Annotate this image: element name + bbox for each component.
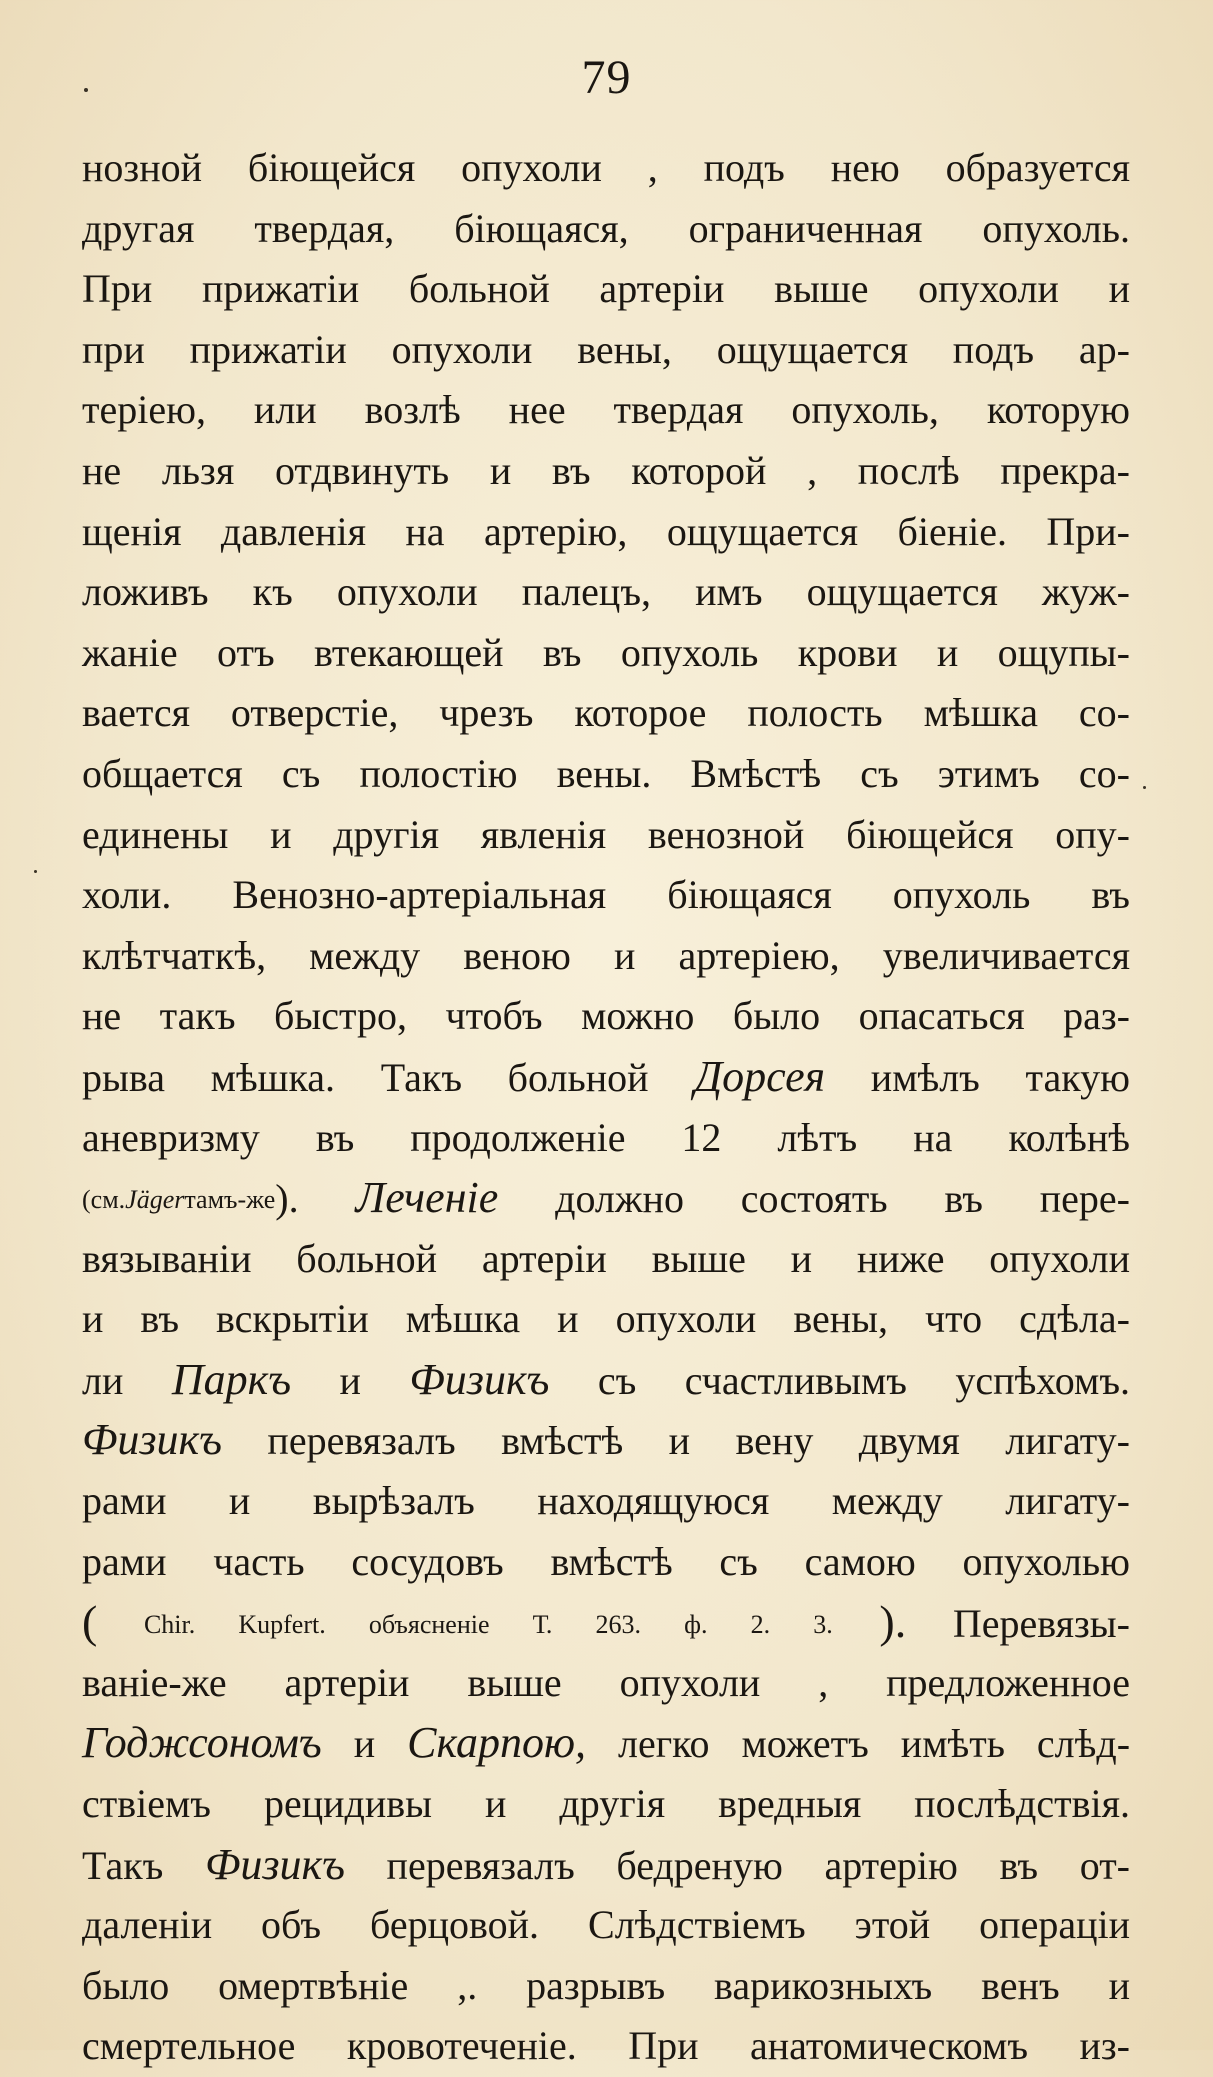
text-line: нозной біющейся опухоли , подъ нею образуется bbox=[82, 145, 1130, 190]
text-line: аневризму въ продолженіе 12 лѣтъ на колѣнѣ bbox=[82, 1114, 1130, 1160]
italic-name: Скарпою, bbox=[407, 1718, 586, 1768]
italic-name: Физикъ bbox=[409, 1354, 550, 1404]
text-line: вается отверстіе, чрезъ которое полость мѣшка со- bbox=[82, 690, 1130, 736]
text-run: и bbox=[339, 1357, 361, 1403]
text-line: холи. Венозно-артеріальная біющаяся опухоль въ bbox=[82, 872, 1130, 918]
page-number: 79 bbox=[581, 51, 632, 104]
text-line: ложивъ къ опухоли палецъ, имъ ощущается жуж- bbox=[82, 569, 1130, 615]
text-run: перевязалъ бедреную артерію въ от- bbox=[386, 1842, 1130, 1888]
text-line: рами и вырѣзалъ находящуюся между лигату- bbox=[82, 1478, 1130, 1524]
text-line: теріею, или возлѣ нее твердая опухоль, которую bbox=[82, 387, 1130, 433]
text-run: Такъ bbox=[82, 1842, 164, 1888]
text-line: было омертвѣніе ,. разрывъ варикозныхъ венъ и bbox=[82, 1962, 1130, 2008]
italic-term: Леченіе bbox=[355, 1173, 499, 1223]
citation-close: ). bbox=[275, 1176, 299, 1222]
text-line: щенія давленія на артерію, ощущается біеніе. При- bbox=[82, 508, 1130, 554]
text-line bbox=[82, 1410, 1130, 1471]
citation-ref: Chir. Kupfert. объясненіе Т. 263. ф. 2. 3. bbox=[143, 1610, 833, 1640]
citation-author: Jäger bbox=[125, 1185, 185, 1215]
ink-speck bbox=[34, 870, 37, 873]
text-run: имѣлъ такую bbox=[870, 1054, 1130, 1100]
text-line bbox=[82, 1592, 1130, 1653]
text-run: рыва мѣшка. Такъ больной bbox=[82, 1054, 649, 1100]
text-line: ствіемъ рецидивы и другія вредныя послѣдствія. bbox=[82, 1781, 1130, 1827]
text-line: вязываніи больной артеріи выше и ниже опухоли bbox=[82, 1235, 1130, 1281]
text-line: клѣтчаткѣ, между веною и артеріею, увеличивается bbox=[82, 932, 1130, 978]
text-line: жаніе отъ втекающей въ опухоль крови и ощупы- bbox=[82, 629, 1130, 675]
text-line: смертельное кровотеченіе. При анатомическомъ из- bbox=[82, 2023, 1130, 2069]
text-run: легко можетъ имѣть слѣд- bbox=[617, 1721, 1131, 1767]
text-line: не такъ быстро, чтобъ можно было опасаться раз- bbox=[82, 993, 1130, 1039]
text-run: перевязалъ вмѣстѣ и вену двумя лигату- bbox=[267, 1418, 1131, 1464]
text-line bbox=[82, 1713, 1130, 1774]
text-line bbox=[82, 1047, 1130, 1108]
citation-ref: тамъ-же bbox=[184, 1185, 276, 1215]
citation-open: ( bbox=[82, 1596, 98, 1648]
text-line: и въ вскрытіи мѣшка и опухоли вены, что сдѣла- bbox=[82, 1296, 1130, 1342]
text-run: должно состоять въ пере- bbox=[555, 1176, 1130, 1222]
text-run: Перевязы- bbox=[952, 1601, 1130, 1647]
italic-name: Дорсея bbox=[694, 1051, 826, 1101]
citation-open: (см. bbox=[82, 1185, 126, 1215]
citation-close: ). bbox=[879, 1596, 907, 1648]
text-line: не льзя отдвинуть и въ которой , послѣ прекра- bbox=[82, 447, 1130, 493]
text-line: При прижатіи больной артеріи выше опухоли и bbox=[82, 266, 1130, 312]
text-line: при прижатіи опухоли вены, ощущается подъ ар- bbox=[82, 326, 1130, 372]
text-line: единены и другія явленія венозной біющейся опу- bbox=[82, 811, 1130, 857]
italic-name: Годжсономъ bbox=[82, 1718, 322, 1768]
text-run: съ счастливымъ успѣхомъ. bbox=[597, 1357, 1130, 1403]
text-line: даленіи объ берцовой. Слѣдствіемъ этой операціи bbox=[82, 1902, 1130, 1948]
text-line: общается съ полостію вены. Вмѣстѣ съ этимъ со- bbox=[82, 750, 1130, 796]
text-line: ваніе-же артеріи выше опухоли , предложенное bbox=[82, 1659, 1130, 1705]
text-run: ли bbox=[82, 1357, 124, 1403]
italic-name: Физикъ bbox=[82, 1415, 222, 1465]
text-line bbox=[82, 1168, 1130, 1229]
italic-name: Физикъ bbox=[204, 1839, 345, 1889]
body-text bbox=[82, 138, 1130, 2077]
text-run: и bbox=[353, 1721, 376, 1767]
text-line bbox=[82, 1835, 1130, 1896]
italic-name: Паркъ bbox=[171, 1354, 292, 1404]
text-line: другая твердая, біющаяся, ограниченная опухоль. bbox=[82, 205, 1130, 251]
text-line: рами часть сосудовъ вмѣстѣ съ самою опухолью bbox=[82, 1538, 1130, 1584]
text-line bbox=[82, 1350, 1130, 1411]
ink-speck bbox=[1143, 786, 1146, 789]
